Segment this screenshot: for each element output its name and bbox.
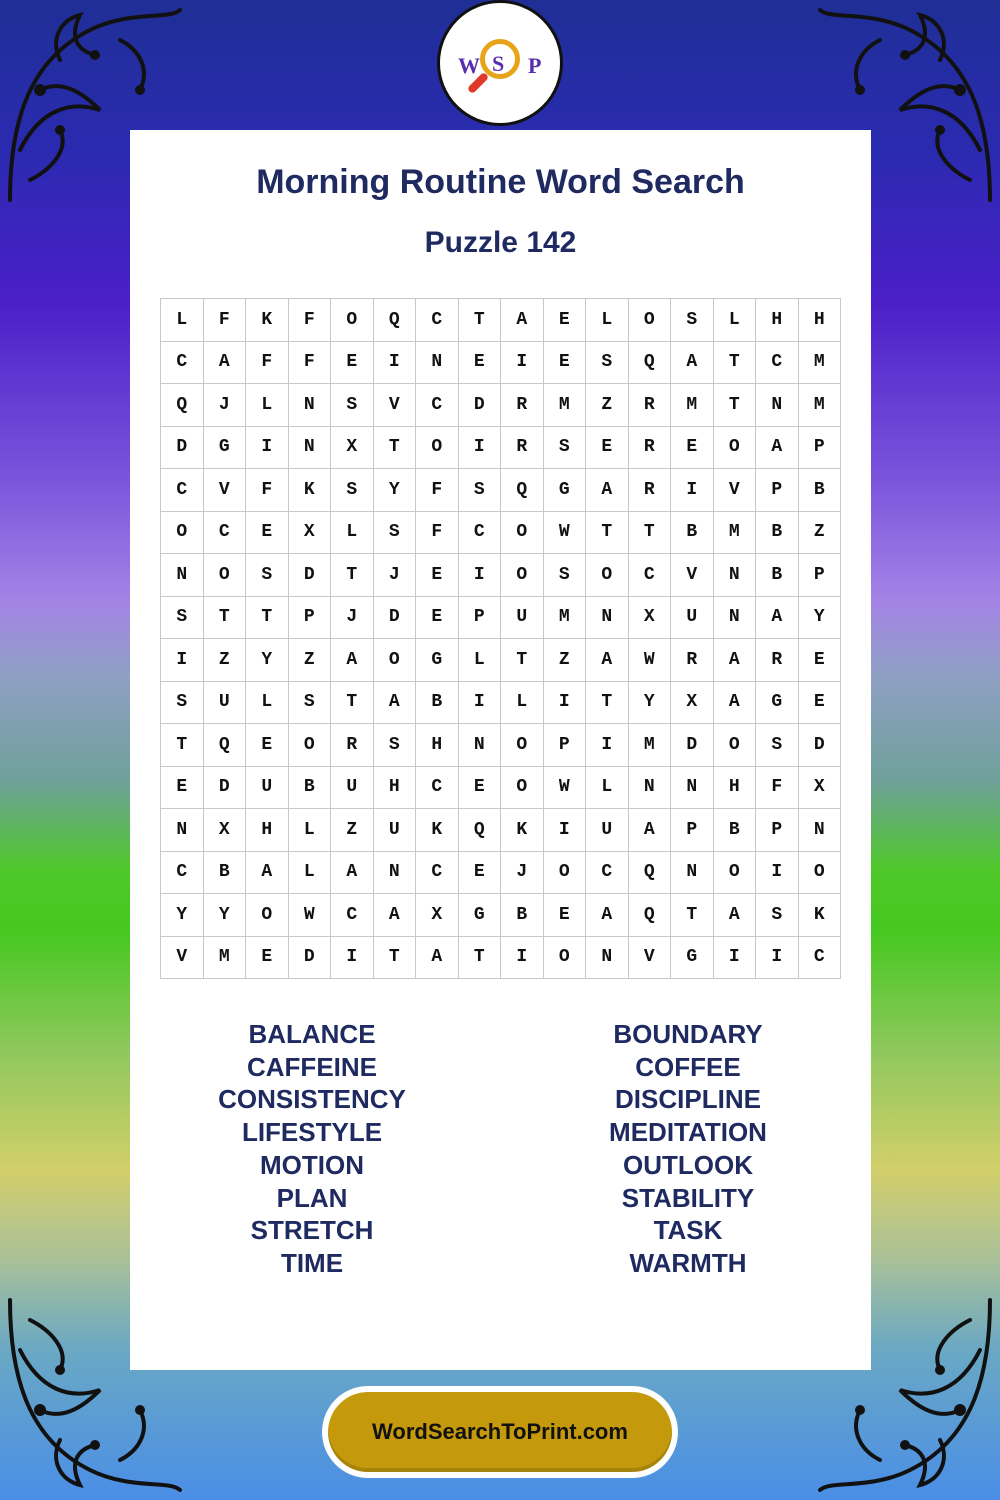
grid-cell[interactable]: L	[714, 299, 757, 342]
grid-cell[interactable]: X	[416, 894, 459, 937]
letter-grid	[160, 298, 841, 979]
grid-cell[interactable]: E	[331, 342, 374, 385]
grid-cell[interactable]: C	[204, 512, 247, 555]
grid-cell[interactable]: N	[799, 809, 842, 852]
grid-cell[interactable]: D	[374, 597, 417, 640]
grid-cell[interactable]: C	[756, 342, 799, 385]
grid-cell[interactable]: R	[629, 427, 672, 470]
grid-cell[interactable]: I	[756, 852, 799, 895]
grid-cell[interactable]: F	[289, 342, 332, 385]
grid-cell[interactable]: O	[246, 894, 289, 937]
grid-cell[interactable]: H	[374, 767, 417, 810]
grid-cell[interactable]: O	[586, 554, 629, 597]
grid-cell[interactable]: O	[714, 852, 757, 895]
grid-cell[interactable]: N	[161, 809, 204, 852]
grid-cell[interactable]: R	[501, 384, 544, 427]
grid-cell[interactable]: C	[799, 937, 842, 980]
grid-cell[interactable]: Q	[374, 299, 417, 342]
grid-cell[interactable]: H	[799, 299, 842, 342]
grid-cell[interactable]: K	[501, 809, 544, 852]
grid-cell[interactable]: X	[671, 682, 714, 725]
grid-cell[interactable]: T	[714, 342, 757, 385]
grid-cell[interactable]: F	[416, 469, 459, 512]
grid-cell[interactable]: S	[161, 597, 204, 640]
grid-cell[interactable]: Z	[204, 639, 247, 682]
grid-cell[interactable]: N	[374, 852, 417, 895]
grid-cell[interactable]: I	[544, 809, 587, 852]
grid-cell[interactable]: U	[204, 682, 247, 725]
grid-cell[interactable]: E	[246, 937, 289, 980]
grid-cell[interactable]: A	[416, 937, 459, 980]
grid-cell[interactable]: T	[331, 554, 374, 597]
grid-cell[interactable]: D	[204, 767, 247, 810]
grid-cell[interactable]: O	[501, 767, 544, 810]
grid-cell[interactable]: C	[459, 512, 502, 555]
puzzle-number: Puzzle 142	[424, 226, 577, 259]
word-list-right	[538, 1018, 838, 1280]
grid-cell[interactable]: H	[756, 299, 799, 342]
grid-cell[interactable]: M	[629, 724, 672, 767]
grid-cell[interactable]: H	[714, 767, 757, 810]
logo-letter-w: W	[458, 53, 480, 78]
grid-cell[interactable]: R	[331, 724, 374, 767]
grid-cell[interactable]: I	[714, 937, 757, 980]
grid-cell[interactable]: K	[416, 809, 459, 852]
grid-cell[interactable]: K	[289, 469, 332, 512]
grid-cell[interactable]: O	[714, 724, 757, 767]
grid-cell[interactable]: C	[416, 299, 459, 342]
grid-cell[interactable]: N	[756, 384, 799, 427]
grid-cell[interactable]: S	[671, 299, 714, 342]
grid-cell[interactable]: Z	[289, 639, 332, 682]
grid-cell[interactable]: F	[756, 767, 799, 810]
grid-cell[interactable]: N	[671, 852, 714, 895]
grid-cell[interactable]: T	[374, 427, 417, 470]
word-item: CAFFEINE	[247, 1051, 377, 1082]
grid-cell[interactable]: X	[289, 512, 332, 555]
grid-cell[interactable]: T	[459, 937, 502, 980]
grid-cell[interactable]: Z	[544, 639, 587, 682]
grid-cell[interactable]: G	[459, 894, 502, 937]
grid-cell[interactable]: O	[331, 299, 374, 342]
grid-cell[interactable]: B	[714, 809, 757, 852]
grid-cell[interactable]: E	[459, 852, 502, 895]
grid-cell[interactable]: R	[756, 639, 799, 682]
grid-cell[interactable]: N	[714, 554, 757, 597]
grid-cell[interactable]: Q	[629, 342, 672, 385]
grid-cell[interactable]: Z	[799, 512, 842, 555]
grid-cell[interactable]: F	[204, 299, 247, 342]
word-item: WARMTH	[629, 1247, 747, 1278]
grid-cell[interactable]: Q	[459, 809, 502, 852]
grid-cell[interactable]: P	[289, 597, 332, 640]
grid-cell[interactable]: J	[204, 384, 247, 427]
grid-cell[interactable]: P	[544, 724, 587, 767]
grid-cell[interactable]: T	[204, 597, 247, 640]
grid-cell[interactable]: A	[501, 299, 544, 342]
grid-cell[interactable]: B	[671, 512, 714, 555]
grid-cell[interactable]: W	[629, 639, 672, 682]
grid-cell[interactable]: B	[501, 894, 544, 937]
grid-cell[interactable]: O	[799, 852, 842, 895]
grid-cell[interactable]: O	[161, 512, 204, 555]
grid-cell[interactable]: E	[459, 767, 502, 810]
grid-cell[interactable]: S	[374, 512, 417, 555]
grid-cell[interactable]: E	[544, 894, 587, 937]
grid-cell[interactable]: C	[416, 384, 459, 427]
grid-cell[interactable]: Y	[204, 894, 247, 937]
grid-cell[interactable]: G	[204, 427, 247, 470]
grid-cell[interactable]: D	[671, 724, 714, 767]
grid-cell[interactable]: I	[161, 639, 204, 682]
grid-cell[interactable]: I	[331, 937, 374, 980]
grid-cell[interactable]: J	[501, 852, 544, 895]
grid-cell[interactable]: T	[586, 512, 629, 555]
grid-cell[interactable]: Q	[629, 852, 672, 895]
grid-cell[interactable]: T	[459, 299, 502, 342]
grid-cell[interactable]: B	[756, 554, 799, 597]
grid-cell[interactable]: C	[416, 767, 459, 810]
grid-cell[interactable]: G	[416, 639, 459, 682]
grid-cell[interactable]: U	[586, 809, 629, 852]
grid-cell[interactable]: X	[799, 767, 842, 810]
grid-cell[interactable]: U	[246, 767, 289, 810]
grid-cell[interactable]: N	[586, 937, 629, 980]
grid-cell[interactable]: A	[586, 894, 629, 937]
page-title: Morning Routine Word Search	[256, 163, 745, 201]
grid-cell[interactable]: D	[289, 937, 332, 980]
grid-cell[interactable]: C	[586, 852, 629, 895]
word-item: BOUNDARY	[613, 1019, 763, 1049]
grid-cell[interactable]: F	[416, 512, 459, 555]
logo-letter-p: P	[528, 53, 542, 78]
grid-cell[interactable]: Q	[501, 469, 544, 512]
grid-cell[interactable]: H	[416, 724, 459, 767]
grid-cell[interactable]: T	[374, 937, 417, 980]
grid-cell[interactable]: B	[756, 512, 799, 555]
grid-cell[interactable]: P	[459, 597, 502, 640]
grid-cell[interactable]: O	[374, 639, 417, 682]
grid-cell[interactable]: O	[629, 299, 672, 342]
grid-cell[interactable]: V	[374, 384, 417, 427]
website-button[interactable]	[322, 1386, 678, 1478]
word-item: BALANCE	[248, 1019, 376, 1049]
grid-cell[interactable]: Q	[161, 384, 204, 427]
grid-cell[interactable]: I	[756, 937, 799, 980]
grid-cell[interactable]: A	[714, 682, 757, 725]
logo-letter-s: S	[492, 51, 505, 76]
grid-cell[interactable]: N	[629, 767, 672, 810]
word-item: CONSISTENCY	[218, 1084, 406, 1115]
grid-cell[interactable]: C	[331, 894, 374, 937]
grid-cell[interactable]: S	[544, 427, 587, 470]
grid-cell[interactable]: X	[331, 427, 374, 470]
word-item: TASK	[653, 1215, 723, 1246]
grid-cell[interactable]: I	[501, 937, 544, 980]
grid-cell[interactable]: D	[799, 724, 842, 767]
grid-cell[interactable]: X	[629, 597, 672, 640]
grid-cell[interactable]: N	[586, 597, 629, 640]
grid-cell[interactable]: B	[799, 469, 842, 512]
grid-cell[interactable]: N	[714, 597, 757, 640]
grid-cell[interactable]: P	[671, 809, 714, 852]
grid-cell[interactable]: E	[671, 427, 714, 470]
grid-cell[interactable]: S	[756, 724, 799, 767]
grid-cell[interactable]: E	[799, 682, 842, 725]
grid-cell[interactable]: Z	[331, 809, 374, 852]
grid-cell[interactable]: M	[544, 597, 587, 640]
grid-cell[interactable]: A	[586, 469, 629, 512]
grid-cell[interactable]: W	[544, 767, 587, 810]
grid-cell[interactable]: S	[374, 724, 417, 767]
grid-cell[interactable]: V	[161, 937, 204, 980]
word-item: DISCIPLINE	[615, 1084, 761, 1115]
grid-cell[interactable]: N	[459, 724, 502, 767]
grid-cell[interactable]: T	[161, 724, 204, 767]
word-item: MEDITATION	[609, 1117, 767, 1148]
grid-cell[interactable]: D	[161, 427, 204, 470]
grid-cell[interactable]: M	[204, 937, 247, 980]
grid-cell[interactable]: H	[246, 809, 289, 852]
word-item: STABILITY	[621, 1182, 755, 1213]
grid-cell[interactable]: M	[799, 342, 842, 385]
grid-cell[interactable]: C	[161, 852, 204, 895]
grid-cell[interactable]: P	[756, 809, 799, 852]
grid-cell[interactable]: O	[544, 937, 587, 980]
grid-cell[interactable]: O	[501, 724, 544, 767]
grid-cell[interactable]: A	[671, 342, 714, 385]
grid-cell[interactable]: M	[799, 384, 842, 427]
grid-cell[interactable]: I	[374, 342, 417, 385]
grid-cell[interactable]: E	[246, 512, 289, 555]
grid-cell[interactable]: O	[289, 724, 332, 767]
grid-cell[interactable]: I	[459, 554, 502, 597]
grid-cell[interactable]: D	[289, 554, 332, 597]
grid-cell[interactable]: B	[289, 767, 332, 810]
grid-cell[interactable]: Q	[629, 894, 672, 937]
grid-cell[interactable]: C	[161, 469, 204, 512]
grid-cell[interactable]: B	[204, 852, 247, 895]
grid-cell[interactable]: A	[714, 894, 757, 937]
word-item: COFFEE	[635, 1051, 741, 1082]
grid-cell[interactable]: E	[586, 427, 629, 470]
site-logo[interactable]	[437, 0, 563, 126]
grid-cell[interactable]: E	[799, 639, 842, 682]
grid-cell[interactable]: L	[246, 384, 289, 427]
grid-cell[interactable]: A	[246, 852, 289, 895]
word-item: LIFESTYLE	[241, 1117, 383, 1148]
grid-cell[interactable]: S	[331, 384, 374, 427]
grid-cell[interactable]: I	[586, 724, 629, 767]
grid-cell[interactable]: T	[629, 512, 672, 555]
grid-cell[interactable]: B	[416, 682, 459, 725]
grid-cell[interactable]: Y	[629, 682, 672, 725]
word-list-left	[162, 1018, 462, 1280]
grid-cell[interactable]: R	[629, 384, 672, 427]
word-item: OUTLOOK	[623, 1149, 753, 1180]
grid-cell[interactable]: M	[714, 512, 757, 555]
grid-cell[interactable]: L	[161, 299, 204, 342]
grid-cell[interactable]: K	[799, 894, 842, 937]
grid-cell[interactable]: C	[629, 554, 672, 597]
grid-cell[interactable]: U	[501, 597, 544, 640]
grid-cell[interactable]: A	[756, 427, 799, 470]
grid-cell[interactable]: E	[544, 299, 587, 342]
grid-cell[interactable]: O	[501, 554, 544, 597]
website-button-label: WordSearchToPrint.com	[328, 1392, 672, 1472]
grid-cell[interactable]: I	[459, 427, 502, 470]
grid-cell[interactable]: A	[331, 852, 374, 895]
grid-cell[interactable]: A	[756, 597, 799, 640]
grid-cell[interactable]: S	[459, 469, 502, 512]
grid-cell[interactable]: R	[629, 469, 672, 512]
grid-cell[interactable]: S	[331, 469, 374, 512]
grid-cell[interactable]: C	[416, 852, 459, 895]
grid-cell[interactable]: G	[671, 937, 714, 980]
grid-cell[interactable]: F	[246, 469, 289, 512]
grid-cell[interactable]: S	[756, 894, 799, 937]
grid-cell[interactable]: P	[756, 469, 799, 512]
grid-cell[interactable]: W	[544, 512, 587, 555]
grid-cell[interactable]: S	[544, 554, 587, 597]
grid-cell[interactable]: V	[629, 937, 672, 980]
grid-cell[interactable]: O	[714, 427, 757, 470]
grid-cell[interactable]: E	[544, 342, 587, 385]
grid-cell[interactable]: O	[501, 512, 544, 555]
grid-cell[interactable]: T	[671, 894, 714, 937]
grid-cell[interactable]: E	[161, 767, 204, 810]
grid-cell[interactable]: S	[289, 682, 332, 725]
grid-cell[interactable]: L	[586, 767, 629, 810]
grid-cell[interactable]: M	[671, 384, 714, 427]
grid-cell[interactable]: O	[416, 427, 459, 470]
grid-cell[interactable]: I	[544, 682, 587, 725]
grid-cell[interactable]: U	[671, 597, 714, 640]
grid-cell[interactable]: O	[544, 852, 587, 895]
grid-cell[interactable]: T	[714, 384, 757, 427]
grid-cell[interactable]: A	[586, 639, 629, 682]
grid-cell[interactable]: G	[544, 469, 587, 512]
grid-cell[interactable]: J	[374, 554, 417, 597]
grid-cell[interactable]: M	[544, 384, 587, 427]
grid-cell[interactable]: E	[459, 342, 502, 385]
grid-cell[interactable]: X	[204, 809, 247, 852]
word-item: STRETCH	[250, 1215, 374, 1246]
grid-cell[interactable]: Q	[204, 724, 247, 767]
grid-cell[interactable]: I	[501, 342, 544, 385]
grid-cell[interactable]: D	[459, 384, 502, 427]
grid-cell[interactable]: L	[501, 682, 544, 725]
grid-cell[interactable]: E	[416, 597, 459, 640]
grid-cell[interactable]: S	[161, 682, 204, 725]
grid-cell[interactable]: J	[331, 597, 374, 640]
grid-cell[interactable]: U	[374, 809, 417, 852]
grid-cell[interactable]: N	[161, 554, 204, 597]
grid-cell[interactable]: S	[586, 342, 629, 385]
grid-cell[interactable]: S	[246, 554, 289, 597]
grid-cell[interactable]: N	[289, 384, 332, 427]
grid-cell[interactable]: O	[204, 554, 247, 597]
grid-cell[interactable]: A	[331, 639, 374, 682]
grid-cell[interactable]: R	[671, 639, 714, 682]
grid-cell[interactable]: K	[246, 299, 289, 342]
grid-cell[interactable]: N	[289, 427, 332, 470]
grid-cell[interactable]: T	[331, 682, 374, 725]
grid-cell[interactable]: V	[714, 469, 757, 512]
grid-cell[interactable]: W	[289, 894, 332, 937]
grid-cell[interactable]: U	[331, 767, 374, 810]
grid-cell[interactable]: N	[416, 342, 459, 385]
grid-cell[interactable]: L	[289, 852, 332, 895]
grid-cell[interactable]: C	[161, 342, 204, 385]
grid-cell[interactable]: R	[501, 427, 544, 470]
grid-cell[interactable]: F	[246, 342, 289, 385]
grid-cell[interactable]: Y	[246, 639, 289, 682]
grid-cell[interactable]: A	[714, 639, 757, 682]
grid-cell[interactable]: A	[374, 682, 417, 725]
grid-cell[interactable]: V	[671, 554, 714, 597]
grid-cell[interactable]: Y	[374, 469, 417, 512]
word-item: PLAN	[276, 1182, 348, 1213]
grid-cell[interactable]: Z	[586, 384, 629, 427]
grid-cell[interactable]: I	[459, 682, 502, 725]
grid-cell[interactable]: L	[331, 512, 374, 555]
grid-cell[interactable]: V	[204, 469, 247, 512]
grid-cell[interactable]: P	[799, 554, 842, 597]
grid-cell[interactable]: I	[671, 469, 714, 512]
grid-cell[interactable]: G	[756, 682, 799, 725]
grid-cell[interactable]: L	[459, 639, 502, 682]
grid-cell[interactable]: L	[246, 682, 289, 725]
grid-cell[interactable]: L	[289, 809, 332, 852]
grid-cell[interactable]: A	[204, 342, 247, 385]
grid-cell[interactable]: E	[416, 554, 459, 597]
grid-cell[interactable]: T	[586, 682, 629, 725]
grid-cell[interactable]: P	[799, 427, 842, 470]
grid-cell[interactable]: I	[246, 427, 289, 470]
grid-cell[interactable]: A	[629, 809, 672, 852]
grid-cell[interactable]: T	[501, 639, 544, 682]
grid-cell[interactable]: F	[289, 299, 332, 342]
grid-cell[interactable]: E	[246, 724, 289, 767]
grid-cell[interactable]: Y	[799, 597, 842, 640]
grid-cell[interactable]: T	[246, 597, 289, 640]
word-item: TIME	[280, 1247, 344, 1278]
grid-cell[interactable]: N	[671, 767, 714, 810]
grid-cell[interactable]: L	[586, 299, 629, 342]
grid-cell[interactable]: Y	[161, 894, 204, 937]
grid-cell[interactable]: A	[374, 894, 417, 937]
word-item: MOTION	[260, 1149, 364, 1180]
